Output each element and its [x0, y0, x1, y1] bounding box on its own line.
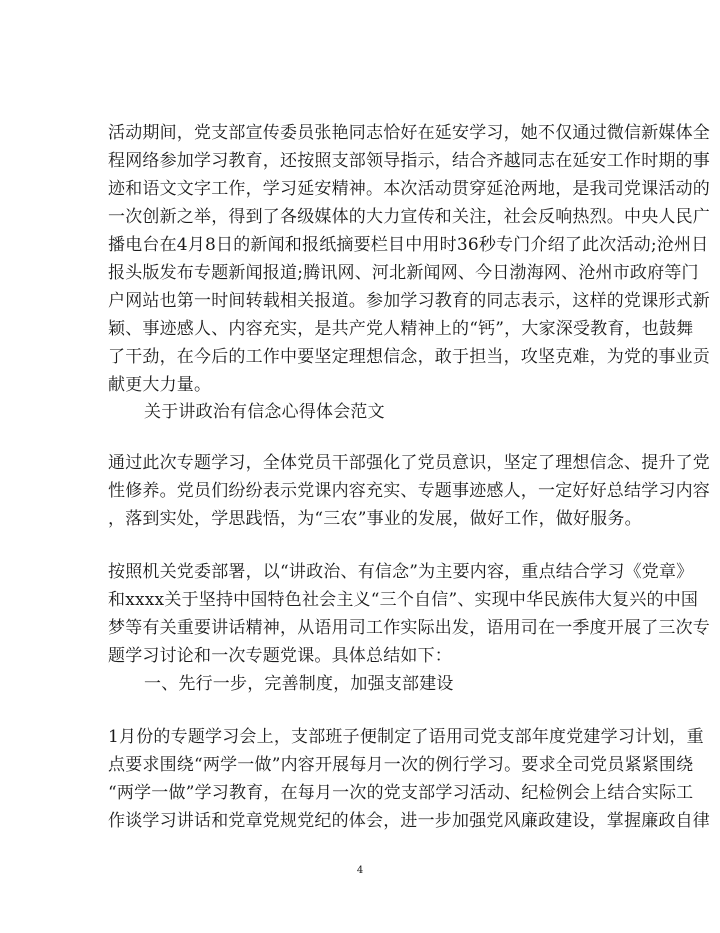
paragraph-deployment-line: 按照机关党委部署，以“讲政治、有信念”为主要内容，重点结合学习《党章》: [108, 562, 694, 582]
paragraph-january-line: “两学一做”学习教育，在每月一次的党支部学习活动、纪检例会上结合实际工: [108, 783, 694, 803]
paragraph-activity-line: 献更大力量。: [108, 375, 212, 395]
paragraph-activity-line: 颖、事迹感人、内容充实，是共产党人精神上的“钙”，大家深受教育，也鼓舞: [108, 319, 694, 339]
page-number: 4: [356, 865, 364, 876]
paragraph-deployment-line: 题学习讨论和一次专题党课。具体总结如下：: [108, 646, 452, 666]
paragraph-study-line: 通过此次专题学习，全体党员干部强化了党员意识，坚定了理想信念、提升了党: [108, 453, 710, 473]
section-heading-line: 关于讲政治有信念心得体会范文: [144, 402, 385, 422]
paragraph-january-line: 作谈学习讲话和党章党规党纪的体会，进一步加强党风廉政建设，掌握廉政自律: [108, 811, 710, 831]
paragraph-activity-line: 活动期间，党支部宣传委员张艳同志恰好在延安学习，她不仅通过微信新媒体全: [108, 123, 710, 143]
paragraph-activity-line: 报头版发布专题新闻报道;腾讯网、河北新闻网、今日渤海网、沧州市政府等门: [108, 263, 699, 283]
subheading-first-line: 一、先行一步，完善制度，加强支部建设: [144, 674, 454, 694]
paragraph-study-line: 性修养。党员们纷纷表示党课内容充实、专题事迹感人，一定好好总结学习内容: [108, 481, 710, 501]
paragraph-january-line: 1月份的专题学习会上，支部班子便制定了语用司党支部年度党建学习计划，重: [108, 727, 704, 747]
paragraph-activity-line: 迹和语文文字工作，学习延安精神。本次活动贯穿延沧两地，是我司党课活动的: [108, 179, 710, 199]
paragraph-deployment-line: 梦等有关重要讲话精神，从语用司工作实际出发，语用司在一季度开展了三次专: [108, 618, 710, 638]
paragraph-activity-line: 程网络参加学习教育，还按照支部领导指示，结合齐越同志在延安工作时期的事: [108, 151, 710, 171]
paragraph-activity-line: 户网站也第一时间转载相关报道。参加学习教育的同志表示，这样的党课形式新: [108, 291, 710, 311]
paragraph-deployment-line: 和xxxx关于坚持中国特色社会主义“三个自信”、实现中华民族伟大复兴的中国: [108, 590, 699, 610]
paragraph-activity-line: 了干劲，在今后的工作中要坚定理想信念，敢于担当，攻坚克难，为党的事业贡: [108, 347, 710, 367]
paragraph-activity-line: 一次创新之举，得到了各级媒体的大力宣传和关注，社会反响热烈。中央人民广: [108, 207, 710, 227]
paragraph-study-line: ，落到实处，学思践悟，为“三农”事业的发展，做好工作，做好服务。: [108, 509, 642, 529]
paragraph-january-line: 点要求围绕“两学一做”内容开展每月一次的例行学习。要求全司党员紧紧围绕: [108, 755, 694, 775]
paragraph-activity-line: 播电台在4月8日的新闻和报纸摘要栏目中用时36秒专门介绍了此次活动;沧州日: [108, 235, 709, 255]
